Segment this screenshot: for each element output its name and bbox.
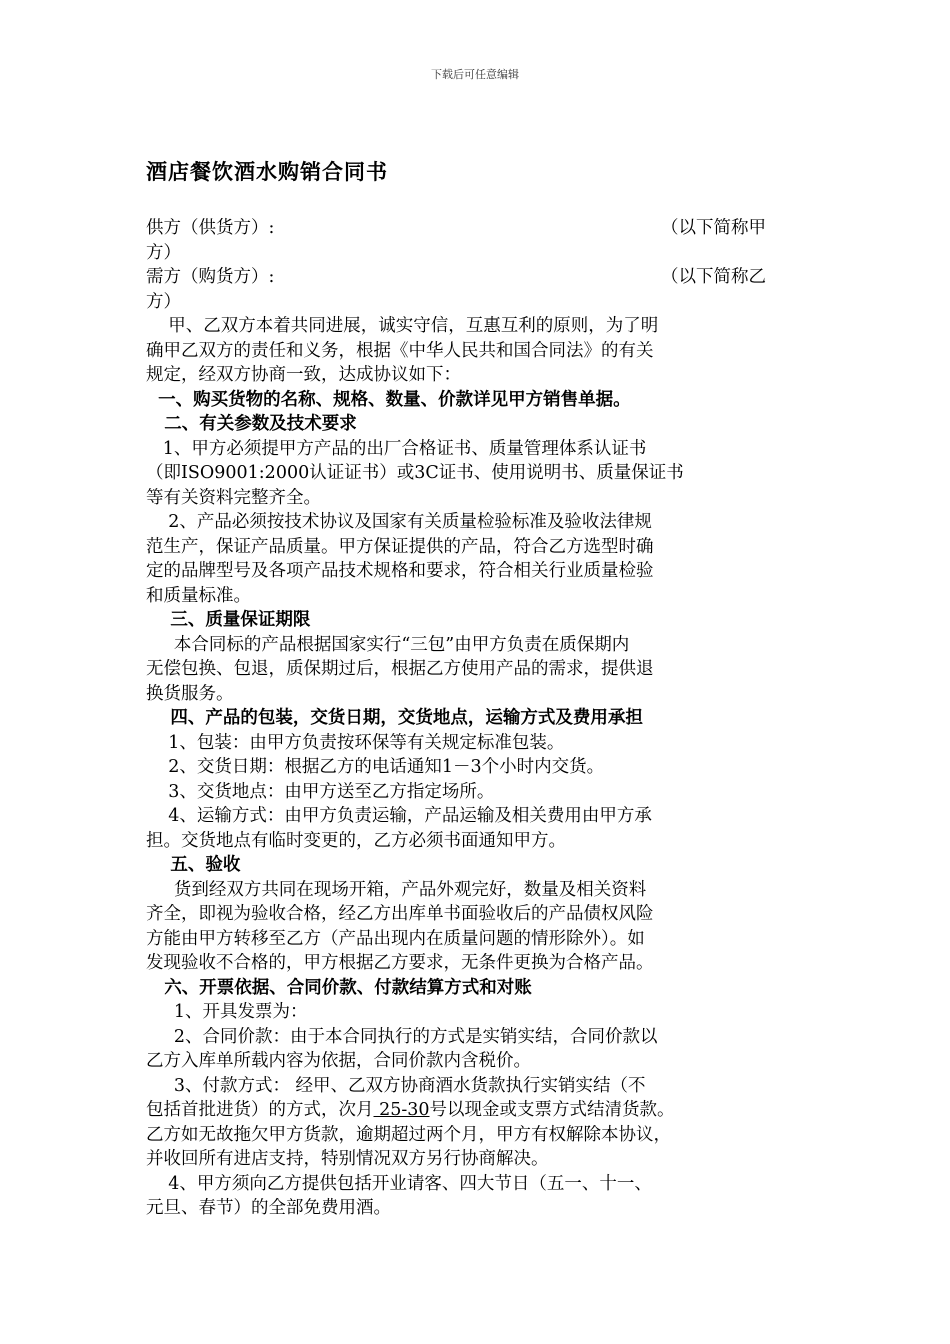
section-6-heading: 六、开票依据、合同价款、付款结算方式和对账 xyxy=(146,977,532,998)
section-1-heading: 一、购买货物的名称、规格、数量、价款详见甲方销售单据。 xyxy=(146,389,631,410)
section-4-line: 1、包装：由甲方负责按环保等有关规定标准包装。 xyxy=(146,732,565,753)
buyer-line-cont: 方） xyxy=(146,291,181,312)
payment-day-range: 25-30 xyxy=(373,1100,430,1120)
section-4-line: 2、交货日期：根据乙方的电话通知1－3个小时内交货。 xyxy=(146,757,605,777)
section-3-heading: 三、质量保证期限 xyxy=(146,610,311,630)
buyer-line xyxy=(146,265,806,290)
contract-body xyxy=(146,216,806,1221)
section-2-line: 和质量标准。 xyxy=(146,585,251,606)
section-4-heading: 四、产品的包装，交货日期，交货地点，运输方式及费用承担 xyxy=(146,708,643,728)
section-6-line: 乙方入库单所载内容为依据，合同价款内含税价。 xyxy=(146,1051,531,1071)
section-2-line: 2、产品必须按技术协议及国家有关质量检验标准及验收法律规 xyxy=(146,512,652,532)
intro-line: 确甲乙双方的责任和义务，根据《中华人民共和国合同法》的有关 xyxy=(146,340,654,361)
page-header: 下载后可任意编辑 xyxy=(431,68,519,81)
section-6-line: 并收回所有进店支持，特别情况双方另行协商解决。 xyxy=(146,1149,549,1169)
buyer-note: （以下简称乙 xyxy=(661,267,766,287)
section-4-line: 3、交货地点：由甲方送至乙方指定场所。 xyxy=(146,781,495,802)
section-4-line: 担。交货地点有临时变更的，乙方必须书面通知甲方。 xyxy=(146,830,566,851)
section-3-line: 换货服务。 xyxy=(146,683,234,704)
payment-text-pre: 包括首批进货）的方式，次月 xyxy=(146,1100,374,1120)
section-6-line: 2、合同价款：由于本合同执行的方式是实销实结，合同价款以 xyxy=(146,1026,658,1047)
section-2-line: 范生产，保证产品质量。甲方保证提供的产品，符合乙方选型时确 xyxy=(146,536,654,557)
section-3-line: 本合同标的产品根据国家实行“三包”由甲方负责在质保期内 xyxy=(146,634,630,655)
section-5-line: 方能由甲方转移至乙方（产品出现内在质量问题的情形除外）。如 xyxy=(146,928,645,949)
payment-text-post: 号以现金或支票方式结清货款。 xyxy=(429,1100,675,1120)
section-3-line: 无偿包换、包退，质保期过后，根据乙方使用产品的需求，提供退 xyxy=(146,659,654,679)
supplier-line-cont: 方） xyxy=(146,242,181,263)
section-5-heading: 五、验收 xyxy=(146,855,241,875)
supplier-note: （以下简称甲 xyxy=(661,218,766,238)
section-2-line: 1、甲方必须提甲方产品的出厂合格证书、质量管理体系认证书 xyxy=(146,438,647,459)
section-2-line: 定的品牌型号及各项产品技术规格和要求，符合相关行业质量检验 xyxy=(146,561,654,581)
section-5-line: 发现验收不合格的，甲方根据乙方要求，无条件更换为合格产品。 xyxy=(146,953,654,973)
section-5-line: 齐全，即视为验收合格，经乙方出库单书面验收后的产品债权风险 xyxy=(146,904,654,924)
section-2-line: （即ISO9001:2000认证证书）或3C证书、使用说明书、质量保证书 xyxy=(146,463,684,483)
section-6-line xyxy=(146,1098,806,1123)
section-6-line: 元旦、春节）的全部免费用酒。 xyxy=(146,1198,391,1218)
section-6-line: 乙方如无故拖欠甲方货款，逾期超过两个月，甲方有权解除本协议， xyxy=(146,1124,671,1145)
supplier-label: 供方（供货方）: xyxy=(146,218,275,238)
section-6-line: 4、甲方须向乙方提供包括开业请客、四大节日（五一、十一、 xyxy=(146,1173,652,1194)
section-4-line: 4、运输方式：由甲方负责运输，产品运输及相关费用由甲方承 xyxy=(146,806,652,826)
buyer-label: 需方（购货方）: xyxy=(146,267,275,287)
section-5-line: 货到经双方共同在现场开箱，产品外观完好，数量及相关资料 xyxy=(146,879,647,900)
section-2-line: 等有关资料完整齐全。 xyxy=(146,487,321,508)
intro-line: 甲、乙双方本着共同进展，诚实守信，互惠互利的原则，为了明 xyxy=(146,316,659,336)
section-6-line: 1、开具发票为： xyxy=(146,1002,308,1022)
section-6-line: 3、付款方式： 经甲、乙双方协商酒水货款执行实销实结（不 xyxy=(146,1075,646,1096)
section-2-heading: 二、有关参数及技术要求 xyxy=(146,414,357,434)
contract-title: 酒店餐饮酒水购销合同书 xyxy=(146,159,388,184)
supplier-line xyxy=(146,216,806,241)
intro-line: 规定，经双方协商一致，达成协议如下： xyxy=(146,365,461,385)
